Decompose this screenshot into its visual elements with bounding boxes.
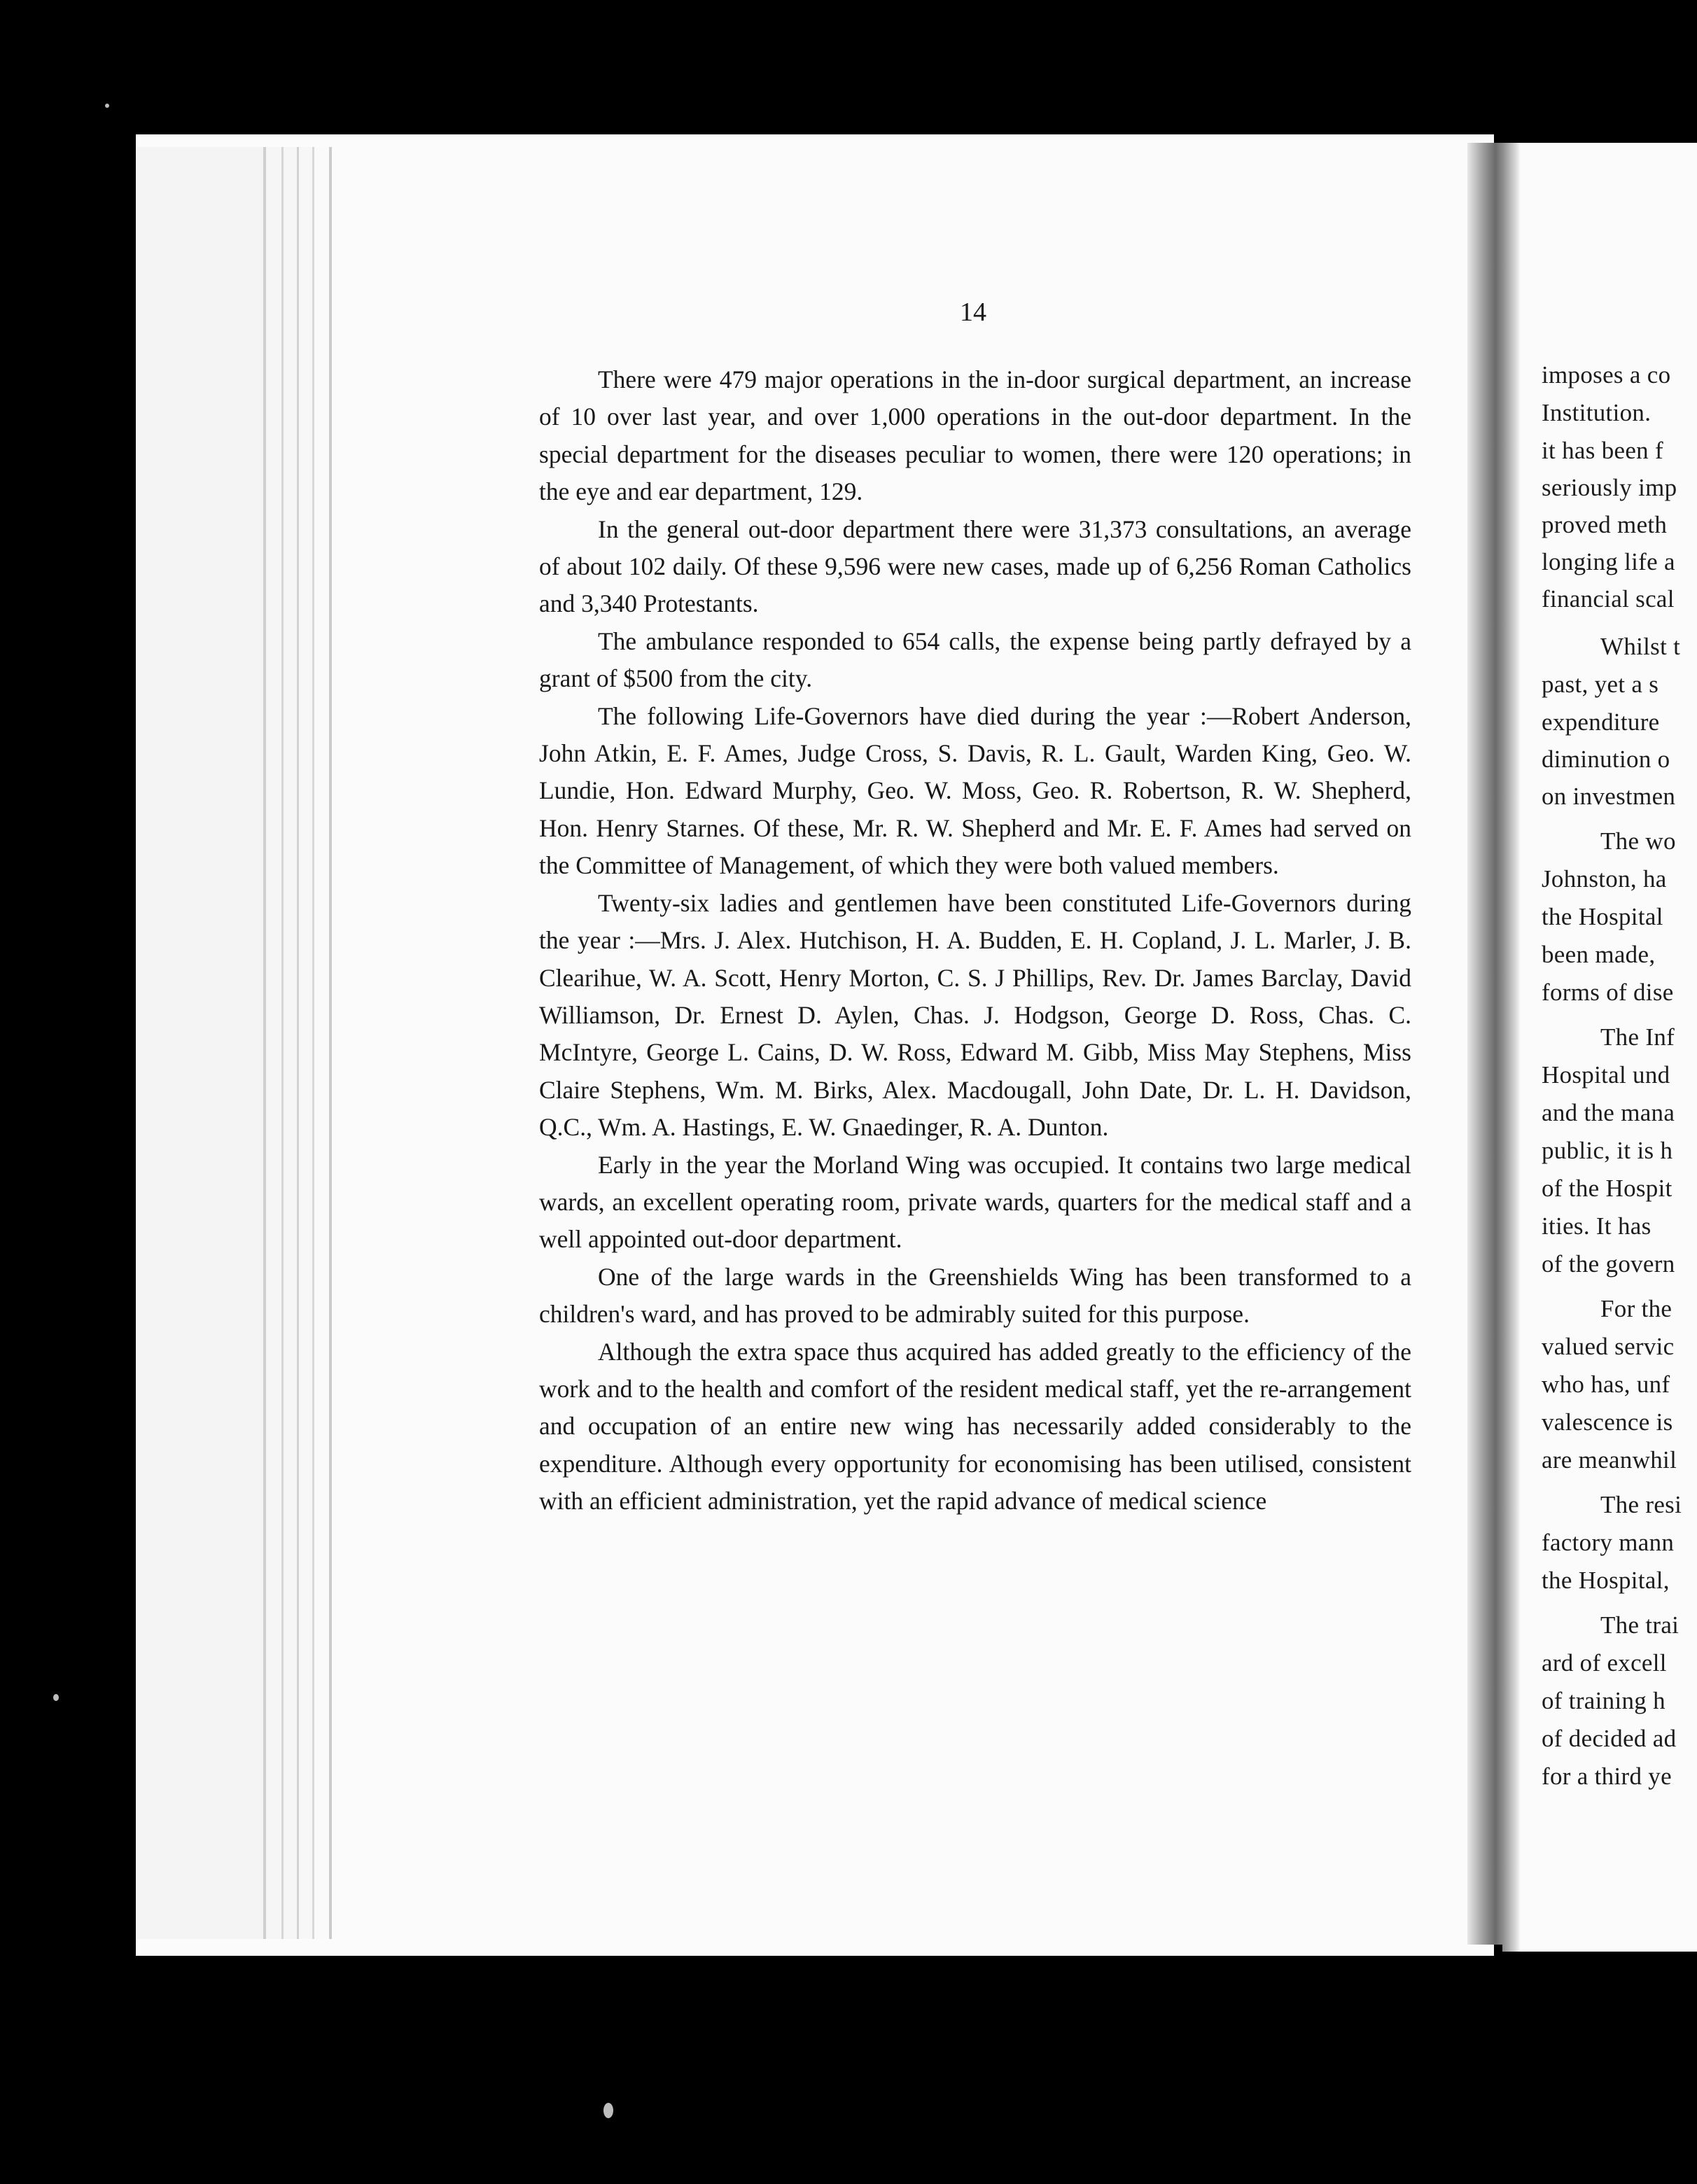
right-page-line: Johnston, ha: [1542, 865, 1667, 892]
paragraph-new-governors: Twenty-six ladies and gentlemen have been constituted Life-Governors during the year :—Mrs. J. Alex. Hutchison, H. A. Budden, E. H. Copland, J. L. Marler, J. B. Clearihue, W. A. Scott, Henry Morton, C. S. J Phillips, Rev. Dr. James Barclay, David Williamson, Dr. Ernest D. Aylen, Chas. J. Hodgson, George D. Ross, Chas. C. McIntyre, George L. Cains, D. W. Ross, Edward M. Gibb, Miss May Stephens, Miss Claire Stephens, Wm. M. Birks, Alex. Macdougall, John Date, Dr. L. H. Davidson, Q.C., Wm. A. Hastings, E. W. Gnaedinger, R. A. Dunton.: [539, 888, 1411, 1142]
right-page-line: diminution o: [1542, 746, 1670, 773]
right-page-line: valescence is: [1542, 1408, 1673, 1436]
right-page: [1502, 143, 1697, 1952]
right-page-line: ities. It has: [1542, 1212, 1651, 1240]
right-page-line: for a third ye: [1542, 1763, 1672, 1790]
right-page-line: on investmen: [1542, 783, 1676, 810]
right-page-line: forms of dise: [1542, 979, 1674, 1006]
right-page-line: imposes a co: [1542, 361, 1671, 388]
paragraph-operations: There were 479 major operations in the in-door surgical department, an increase of 10 over last year, and over 1,000 operations in the out-door department. In the special department for the diseases peculiar to women, there were 120 operations; in the eye and ear department, 129.: [539, 365, 1411, 506]
paragraph-outdoor-consultations: In the general out-door department there were 31,373 consultations, an average of about 102 daily. Of these 9,596 were new cases, made up of 6,256 Roman Catholics and 3,340 Protestants.: [539, 514, 1411, 618]
right-page-line: The Inf: [1600, 1023, 1675, 1051]
right-page-line: seriously imp: [1542, 474, 1677, 501]
paragraph-ambulance: The ambulance responded to 654 calls, the expense being partly defrayed by a grant of $500 from the city.: [539, 626, 1411, 693]
body-text: [539, 361, 1411, 1520]
dust-speck: [603, 2103, 613, 2118]
dust-speck: [105, 104, 109, 108]
page-number: 14: [960, 298, 986, 327]
right-page-line: it has been f: [1542, 437, 1663, 464]
right-page-line: proved meth: [1542, 511, 1668, 538]
right-page-line: public, it is h: [1542, 1137, 1673, 1164]
right-page-line: Whilst t: [1600, 633, 1681, 660]
right-page-line: of the Hospit: [1542, 1175, 1672, 1202]
right-page-line: are meanwhil: [1542, 1446, 1677, 1474]
right-page-line: ard of excell: [1542, 1649, 1667, 1676]
right-page-line: expenditure: [1542, 708, 1660, 736]
right-page-shadow: [1502, 143, 1521, 1952]
dust-speck: [53, 1694, 59, 1701]
right-page-line: the Hospital: [1542, 903, 1663, 930]
right-page-line: of training h: [1542, 1687, 1665, 1714]
right-page-line: of the govern: [1542, 1250, 1675, 1278]
paragraph-deceased-governors: The following Life-Governors have died during the year :—Robert Anderson, John Atkin, E. F. Ames, Judge Cross, S. Davis, R. L. Gault, Warden King, Geo. W. Lundie, Hon. Edward Murphy, Geo. W. Moss, Geo. R. Robertson, R. W. Shepherd, Hon. Henry Starnes. Of these, Mr. R. W. Shepherd and Mr. E. F. Ames had served on the Committee of Management, of which they were both valued members.: [539, 701, 1411, 880]
right-page-line: The trai: [1600, 1611, 1679, 1639]
right-page-line: valued servic: [1542, 1333, 1675, 1360]
right-page-line: who has, unf: [1542, 1371, 1670, 1398]
right-page-line: past, yet a s: [1542, 671, 1659, 698]
right-page-line: financial scal: [1542, 585, 1675, 612]
right-page-line: factory mann: [1542, 1529, 1675, 1556]
right-page-line: Hospital und: [1542, 1061, 1670, 1088]
right-page-line: The resi: [1600, 1491, 1682, 1518]
right-page-line: of decided ad: [1542, 1725, 1677, 1752]
right-page-line: longing life a: [1542, 548, 1675, 575]
paragraph-greenshields-wing: One of the large wards in the Greenshields Wing has been transformed to a children's ward, and has proved to be admirably suited for this purpose.: [539, 1262, 1411, 1329]
right-page-line: and the mana: [1542, 1099, 1675, 1126]
right-page-line: Institution.: [1542, 399, 1651, 426]
right-page-line: been made,: [1542, 941, 1656, 968]
right-page-line: The wo: [1600, 827, 1676, 855]
right-page-line: the Hospital,: [1542, 1567, 1670, 1594]
paragraph-morland-wing: Early in the year the Morland Wing was occupied. It contains two large medical wards, an excellent operating room, private wards, quarters for the medical staff and a well appointed out-door department.: [539, 1150, 1411, 1254]
book-gutter: [1467, 143, 1502, 1945]
right-page-line: For the: [1600, 1295, 1672, 1322]
paragraph-expenditure: Although the extra space thus acquired has added greatly to the efficiency of the work and to the health and comfort of the resident medical staff, yet the re-arrangement and occupation of an entire new wing has necessarily added considerably to the expenditure. Although every opportunity for economising has been utilised, consistent with an efficient administration, yet the rapid advance of medical science: [539, 1337, 1411, 1516]
page-edge-stack: [137, 147, 347, 1939]
